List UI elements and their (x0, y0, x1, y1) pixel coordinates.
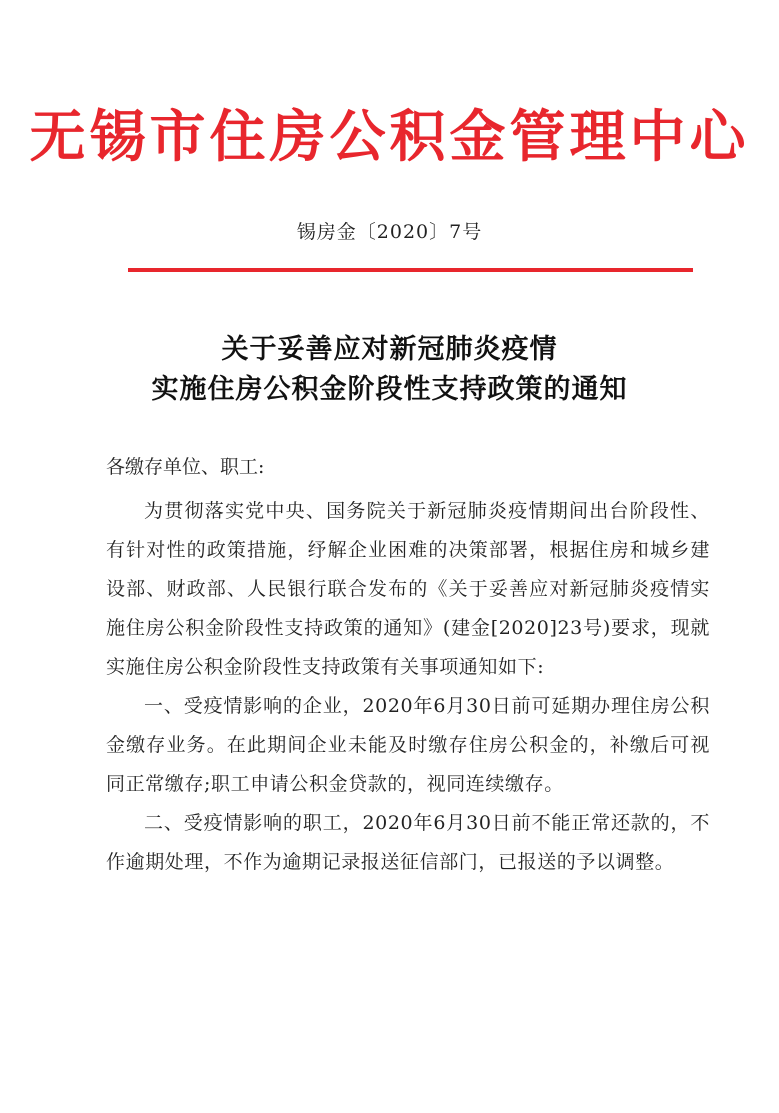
item-one-paragraph: 一、受疫情影响的企业，2020年6月30日前可延期办理住房公积金缴存业务。在此期间企业未能及时缴存住房公积金的，补缴后可视同正常缴存;职工申请公积金贷款的，视同连续缴存。 (106, 695, 710, 795)
notice-body (106, 492, 710, 882)
intro-paragraph: 为贯彻落实党中央、国务院关于新冠肺炎疫情期间出台阶段性、有针对性的政策措施，纾解企业困难的决策部署，根据住房和城乡建设部、财政部、人民银行联合发布的《关于妥善应对新冠肺炎疫情实施住房公积金阶段性支持政策的通知》(建金[2020]23号)要求，现就实施住房公积金阶段性支持政策有关事项通知如下: (106, 500, 710, 678)
item-two-paragraph: 二、受疫情影响的职工，2020年6月30日前不能正常还款的，不作逾期处理，不作为逾期记录报送征信部门，已报送的予以调整。 (106, 812, 710, 873)
notice-title (0, 330, 779, 410)
notice-title-line-1: 关于妥善应对新冠肺炎疫情 (221, 334, 558, 365)
organization-letterhead: 无锡市住房公积金管理中心 (29, 105, 750, 170)
document-number: 锡房金〔2020〕7号 (296, 221, 483, 243)
red-divider-line (128, 268, 693, 272)
notice-title-line-2: 实施住房公积金阶段性支持政策的通知 (151, 374, 628, 405)
salutation: 各缴存单位、职工: (106, 456, 265, 478)
